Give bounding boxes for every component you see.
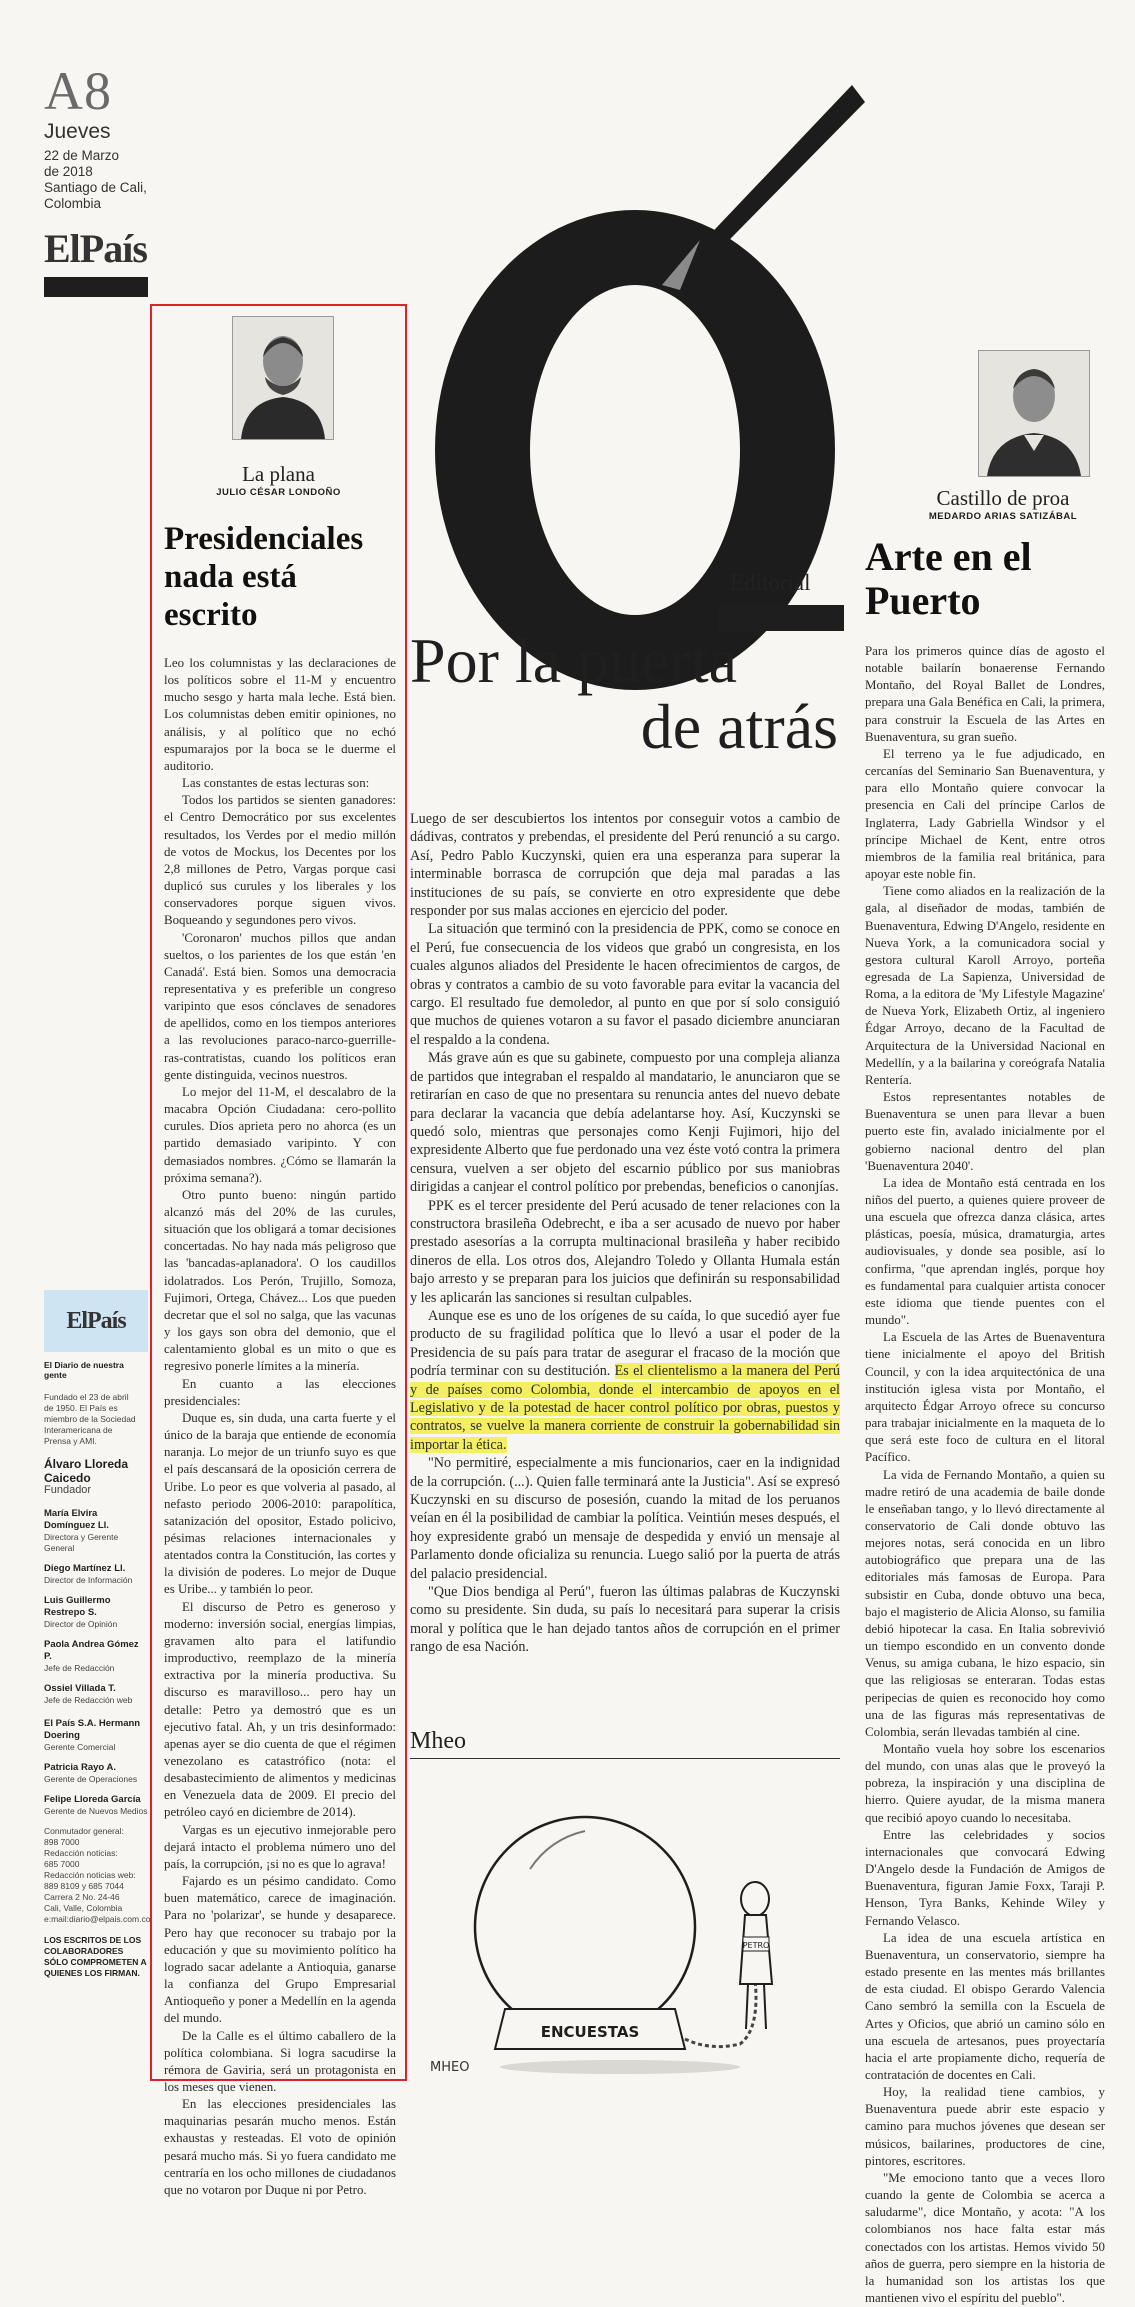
highlighted-text: Es el clientelismo a la manera del Perú y de países como Colombia, donde el intercambio de apoyos en el Legislativo y de la potestad de hacer control político por obras, puestos y contratos, se vuelve la manera corriente de construir la gobernabilidad sin importar la ética. [410,1363,840,1453]
staff-name: Paola Andrea Gómez P. [44,1639,139,1662]
paragraph: La situación que terminó con la presidencia de PPK, como se conoce en el Perú, fue consecuencia de los videos que grabó un congresista, en los cuales algunos aliados del Presidente le hacen ofrecimientos de cargos, de obras y contratos a cambio de su voto favorable para evitar la vacancia del cargo. El resultado fue demoledor, al punto en que por sí solo consiguió que muchos de quienes votaron a su favor el pasado diciembre anunciaran el respaldo a la condena. [410,921,840,1048]
editorial-label: Editorial [730,570,811,595]
cartoon-title: Mheo [410,1728,466,1754]
paragraph: Las constantes de estas lecturas son: [182,776,370,791]
section-bar [44,277,148,297]
paragraph: Fajardo es un pésimo candidato. Como buen matemático, carece de imaginación. Para no 'polarizar', se hunde y desaparece. Pero hay que reconocer su trabajo por la educación y que su movimiento político ha logrado sacar adelante a Antioquia, ganarse la confianza del Grupo Empresarial Antioqueño y poner a Medellín en la agenda del mundo. [164,1874,396,2026]
disclaimer: LOS ESCRITOS DE LOS COLABORADORES SÓLO COMPROMETEN A QUIENES LOS FIRMAN. [44,1935,147,1978]
staff-role: Director de Información [44,1575,133,1585]
founded-line: de 1950. El País es [44,1403,118,1413]
cartoon-tag: PETRO [742,1941,770,1950]
paragraph: Vargas es un ejecutivo inmejorable pero dejará intacto el problema número uno del país, la corrupción, ¡si no es que lo agrava! [164,1822,396,1871]
founded-line: Interamericana de [44,1425,113,1435]
editorial-title [410,625,838,762]
column-body [164,655,396,2199]
paragraph: Hoy, la realidad tiene cambios, y Buenaventura puede abrir este espacio y camino para muchos jóvenes que desean ser músicos, bailarines, productores de cine, pintores, escritores. [865,2085,1105,2168]
title-line: de atrás [640,691,838,762]
paragraph: Entre las celebridades y socios internacionales que convocará Edwing D'Angelo desde la Fundación de Amigos de Buenaventura, figuran Jamie Foxx, Taraji P. Henson, Tyra Banks, Kehinde Wiley y Fernando Velasco. [865,1827,1105,1928]
contact-line: Redacción noticias web: [44,1870,136,1880]
paragraph: En cuanto a las elecciones presidenciales: [164,1376,396,1408]
title-line: escrito [164,597,258,633]
title-line: Por la puerta [410,625,737,696]
masthead-tagline: El Diario de nuestra gente [44,1360,124,1380]
newspaper-logo: ElPaís [44,226,147,271]
paragraph: Más grave aún es que su gabinete, compuesto por una compleja alianza de partidos que integraban el respaldo al mandatario, le anunciaron que se retirarían en caso de que no presentara su renuncia antes del nuevo debate para declarar la vacancia que debía adelantarse hoy. Así, Kuczynski se quedó solo, mientras que personajes como Kenji Fujimori, hijo del expresidente Alberto que fue perdonado una vez éste votó contra la primera censura, vuelven a ser objeto del escarnio público por sus maniobras dirigidas a canjear el control político por prebendas, beneficios o canonjías. [410,1050,840,1196]
founded-line: Fundado el 23 de abril [44,1392,129,1402]
contact-line: 685 7000 [44,1859,80,1869]
paragraph: Lo mejor del 11-M, el descalabro de la macabra Opción Ciudadana: cero-pollito curules. Dios aprieta pero no ahorca (es un partido demasiado varipinto. Y con demasiados nombres. ¿Cómo se llamarán la próxima semana?). [164,1084,396,1185]
paragraph: El discurso de Petro es generoso y moderno: inversión social, energías limpias, gravamen alto para el latifundio improductivo, reemplazo de la minería extractiva por la minería productiva. Su discurso es maravilloso... pero hay un detalle: Petro ya demostró que es un ejecutivo fatal. Ah, y un tris desinformado: apenas ayer se dio cuenta de que el régimen venezolano es catastrófico (nota: el desabastecimiento de alimentos y medicinas en Venezuela data de 2009. El precio del petróleo cayó en diciembre de 2014). [164,1599,396,1820]
contact-line: Conmutador general: [44,1826,124,1836]
column-author: JULIO CÉSAR LONDOÑO [216,487,341,498]
paragraph: Aunque ese es uno de los orígenes de su caída, lo que sucedió ayer fue producto de su fragilidad política que lo llevó a usar el poder de la Presidencia de su país para tratar de asegurar el fracaso de la moción que podría terminar con su destitución. Es el clientelismo a la manera del Perú y de países como Colombia, donde el intercambio de apoyos en el Legislativo y de la potestad de hacer control político por obras, puestos y contratos, se vuelve la manera corriente de construir la gobernabilidad sin importar la ética. [410,1307,840,1453]
paragraph: Otro punto bueno: ningún partido alcanzó más del 20% de las curules, situación que los obligará a tomar decisiones concertadas. No hay nada más peligroso que las 'bancadas-aplanadora'. O los caudillos idolatrados. Los Perón, Trujillo, Somoza, Fujimori, Ortega, Chávez... Los que pueden decretar que el sol no salga, que las vacunas y los gays son obra del demonio, que el calentamiento global es un mito o que es regresivo ponerle límites a la minería. [164,1187,396,1374]
column-title [865,535,1105,623]
paragraph: Luego de ser descubiertos los intentos por conseguir votos a cambio de dádivas, contratos y prebendas, el presidente del Perú renunció a su cargo. Así, Pedro Pablo Kuczynski, quien era una esperanza para superar la interminable borrasca de corrupción que deja mal paradas a las instituciones de su país, se convierte en otro expresidente que debe responder por sus malas acciones en ejercicio del poder. [410,811,840,920]
staff-name: María Elvira Domínguez Ll. [44,1508,109,1531]
paragraph: Tiene como aliados en la realización de la gala, al diseñador de modas, también de Buenaventura, Edwing D'Angelo, residente en Nueva York, a la comunicadora social y gestora cultural Karoll Arroyo, porteña egresada de La Sapienza, Universidad de Roma, a la editora de 'My Lifestyle Magazine' de Nueva York, Elizabeth Ortiz, al ingeniero Édgar Arroyo, decano de la Facultad de Arquitectura de la Universidad Nacional en Medellín, y a la bailarina y coreógrafa Natalia Rentería. [865,884,1105,1087]
title-line: Puerto [865,578,981,623]
staff-name: Luis Guillermo Restrepo S. [44,1595,111,1618]
column-name: Castillo de proa [936,486,1070,510]
founded-line: Prensa y AMI. [44,1436,97,1446]
paragraph: De la Calle es el último caballero de la política colombiana. Si logra sacudirse la rémora de Gaviria, será un protagonista en los meses que vienen. [164,2028,396,2094]
column-name: La plana [242,462,315,486]
paragraph: La idea de una escuela artística en Buenaventura, un conservatorio, siempre ha estado presente en las mentes más brillantes de esta ciudad. El obispo Gerardo Valencia Cano sembró la semilla con la Escuela de Artes y Oficios, que abrió un camino sólo en una escuela de artesanos, pues proyectaría hacia el arte propiamente dicho, requería de contratación de docentes en Cali. [865,1930,1105,2082]
crystal-ball-illustration [410,1759,840,2084]
author-photo [978,350,1090,477]
paragraph: Para los primeros quince días de agosto el notable bailarín bonaerense Fernando Montaño, del Royal Ballet de Londres, prepara una Gala Benéfica en Cali, la primera, para construir la Escuela de las Artes en Buenaventura, su gran sueño. [865,644,1105,744]
staff-role: Gerente de Operaciones [44,1774,138,1784]
masthead [44,1290,151,1979]
staff-role: Gerente Comercial [44,1742,116,1752]
person-icon [233,317,333,439]
staff-name: Felipe Lloreda García [44,1794,141,1805]
paragraph: "No permitiré, especialmente a mis funcionarios, caer en la indignidad de la corrupción. (...). Quien falle terminará ante la Justicia". Así se expresó Kuczynski en su discurso de posesión, cuando la mitad de los peruanos veían en él la posibilidad de cambiar la política. Veintiún meses después, el hoy expresidente grabó un mensaje de despedida y envió un mensaje al Parlamento donde oficializa su renuncia. Luego salió por la puerta de atrás del palacio presidencial. [410,1455,840,1582]
contact-line: 898 7000 [44,1837,80,1847]
staff-role: Director de Opinión [44,1619,118,1629]
person-icon [979,351,1089,476]
staff-name: Ossiel Villada T. [44,1683,116,1694]
paragraph: 'Coronaron' muchos pillos que andan sueltos, o los parientes de los que están 'en Canadá'. Está bien. Somos una democracia representativa y es preferible un congreso varipinto que esos cónclaves de senadores de apellidos, como en los tiempos anteriores a las revoluciones paraco-narco-guerrille-ras-contratistas, cuando los políticos eran gente distinguida, vecinos nuestros. [164,930,396,1082]
date-line: 22 de Marzo [44,148,120,163]
date-line: Santiago de Cali, [44,180,147,195]
paragraph: "Me emociono tanto que a veces lloro cuando la gente de Colombia se acerca a saludarme", dice Montaño, y acota: "A los colombianos nos hace falta estar más conectados con los artistas. Hemos vivido 50 años de guerra, pero siempre en la historia de la humanidad son los artistas los que mantienen vivo el espíritu del pueblo". [865,2170,1105,2305]
column-author: MEDARDO ARIAS SATIZÁBAL [928,511,1078,522]
staff-name: Diego Martínez Ll. [44,1563,126,1574]
paragraph: El terreno ya le fue adjudicado, en cercanías del Seminario San Buenaventura, y para ello Montaño quiere convocar la presencia en Cali del príncipe Carlos de Inglaterra, Lady Gabriella Windsor y el príncipe Michael de Kent, entre otros miembros de la familia real británica, para apoyar este noble fin. [865,746,1105,882]
staff-role: Jefe de Redacción [44,1663,115,1673]
paragraph: La vida de Fernando Montaño, a quien su madre retiró de una academia de baile donde le enseñaban tango, y lo llevó directamente al conservatorio de Cali donde obtuvo las mejores notas, será conocida en un libro autobiográfico que prepara una de las editoriales más famosas de Europa. Para subsistir en Cuba, donde obtuvo una beca, bajo el magisterio de Alicia Alonso, su familia debió hipotecar la casa. En Italia sobrevivió un tiempo escondido en un convento donde Venus, su amiga cubana, le hizo espacio, sin que las religiosas se enteraran. Todas estas peripecias de quien es reconocido hoy como una de las figuras más representativas de Colombia, serán llevadas también al cine. [865,1467,1105,1739]
title-line: nada está [164,559,297,595]
author-photo [232,316,334,440]
staff-role: Gerente de Nuevos Medios [44,1806,148,1816]
founder-role: Fundador [44,1484,92,1496]
contact-line: e:mail:diario@elpais.com.co [44,1914,151,1924]
column-title [164,520,404,634]
paragraph: Estos representantes notables de Buenaventura se unen para llevar a buen puerto este fin, avalado inicialmente por el gobierno nacional dentro del plan 'Buenaventura 2040'. [865,1090,1105,1173]
contact-line: Carrera 2 No. 24-46 [44,1892,120,1902]
paragraph: Todos los partidos se sienten ganadores: el Centro Democrático por sus excelentes resultados, los Verdes por el medio millón de votos de Mockus, los Decentes por los 2,8 millones de Petro, Vargas porque casi duplicó sus curules y los liberales y los conservadores porque siguen vivos. Boqueando y segundones pero vivos. [164,793,396,928]
staff-name: Patricia Rayo A. [44,1762,116,1773]
editorial-body [410,810,840,1657]
paragraph: PPK es el tercer presidente del Perú acusado de tener relaciones con la constructora brasileña Odebrecht, e iba a ser acusado de nuevo por haber prestado asesorías a la corrupta multinacional brasileña y haber recibido dineros de ella. Los otros dos, Alejandro Toledo y Ollanta Humala están bajo arresto y se preparan para los juicios que definirán su responsabilidad y les aplicarán las sanciones si resultan culpables. [410,1197,840,1306]
masthead-logo: ElPaís [44,1290,148,1352]
date-day: Jueves [44,120,111,143]
paragraph: Duque es, sin duda, una carta fuerte y el único de la baraja que entiende de economía naranja. Lo mejor de un triunfo suyo es que el país descansará de la oposición cerrera de Uribe. Lo peor es que volveria al pasado, al nefasto periodo 2006-2010: parapolítica, satanización del opositor, Estado policivo, pésimas relaciones internacionales y atentados contra la Constitución, las cortes y la división de poderes. Lo mejor de Duque es Uribe... y también lo peor. [164,1410,396,1597]
paragraph: La Escuela de las Artes de Buenaventura tiene inicialmente el apoyo del British Council, y con la idea arquitectónica de una institución iglesa vista por Montaño, el arquitecto Édgar Arroyo ofrece su concurso para trabajar inicialmente en la maqueta de lo que será este foco de cultura en el litoral Pacífico. [865,1330,1105,1465]
staff-name: El País S.A. Hermann Doering [44,1718,141,1741]
date-line: de 2018 [44,164,93,179]
cartoon-signature: MHEO [430,2060,470,2075]
column-body [865,643,1105,2307]
contact-line: 889 8109 y 685 7044 [44,1881,124,1891]
paragraph: La idea de Montaño está centrada en los niños del puerto, a quienes quiere proveer de una escuela que ofrezca danza clásica, artes plásticas, poesía, música, dramaturgia, artes audiovisuales, y donde sea posible, así lo confirma, "que aprendan inglés, porque hoy es fundamental para cualquier artista conocer este idioma que tiende puentes con el mundo". [865,1175,1105,1328]
date-line: Colombia [44,196,102,211]
founder-name: Álvaro Lloreda Caicedo [44,1457,129,1485]
contact-line: Redacción noticias: [44,1848,118,1858]
paragraph: "Que Dios bendiga al Perú", fueron las últimas palabras de Kuczynski como su presidente. Sin duda, su país lo necesitará para superar la crisis moral y política que le han dejado tantos años de corrupción en el primer rango de esa Nación. [410,1584,840,1656]
paragraph: Leo los columnistas y las declaraciones de los políticos sobre el 11-M y encuentro mucho sesgo y harta mala leche. Está bien. Los columnistas deben emitir opiniones, no análisis, y al político que no echó espumarajos por la boca se le duerme el auditorio. [164,656,396,773]
founded-line: miembro de la Sociedad [44,1414,136,1424]
staff-role: Jefe de Redacción web [44,1695,133,1705]
paragraph: Montaño vuela hoy sobre los escenarios del mundo, con unas alas que le proveyó la pobreza, la inspiración y una disciplina de hierro. Quiere ayudar, de la misma manera que recibió apoyo cuando lo necesitaba. [865,1742,1105,1825]
title-line: Arte en el [865,534,1032,579]
cartoon-banner: ENCUESTAS [540,2023,640,2041]
contact-line: Cali, Valle, Colombia [44,1903,123,1913]
paragraph: En las elecciones presidenciales las maquinarias pesarán mucho menos. Están exhaustas y resteadas. El voto de opinión pesará mucho más. Si yo fuera candidato me centraría en los ocho millones de ciudadanos que no votaron por Duque ni por Petro. [164,2097,396,2197]
title-line: Presidenciales [164,521,364,557]
staff-role: Directora y Gerente General [44,1532,119,1553]
page-number: A8 [44,61,112,121]
cartoon [410,1758,840,2084]
